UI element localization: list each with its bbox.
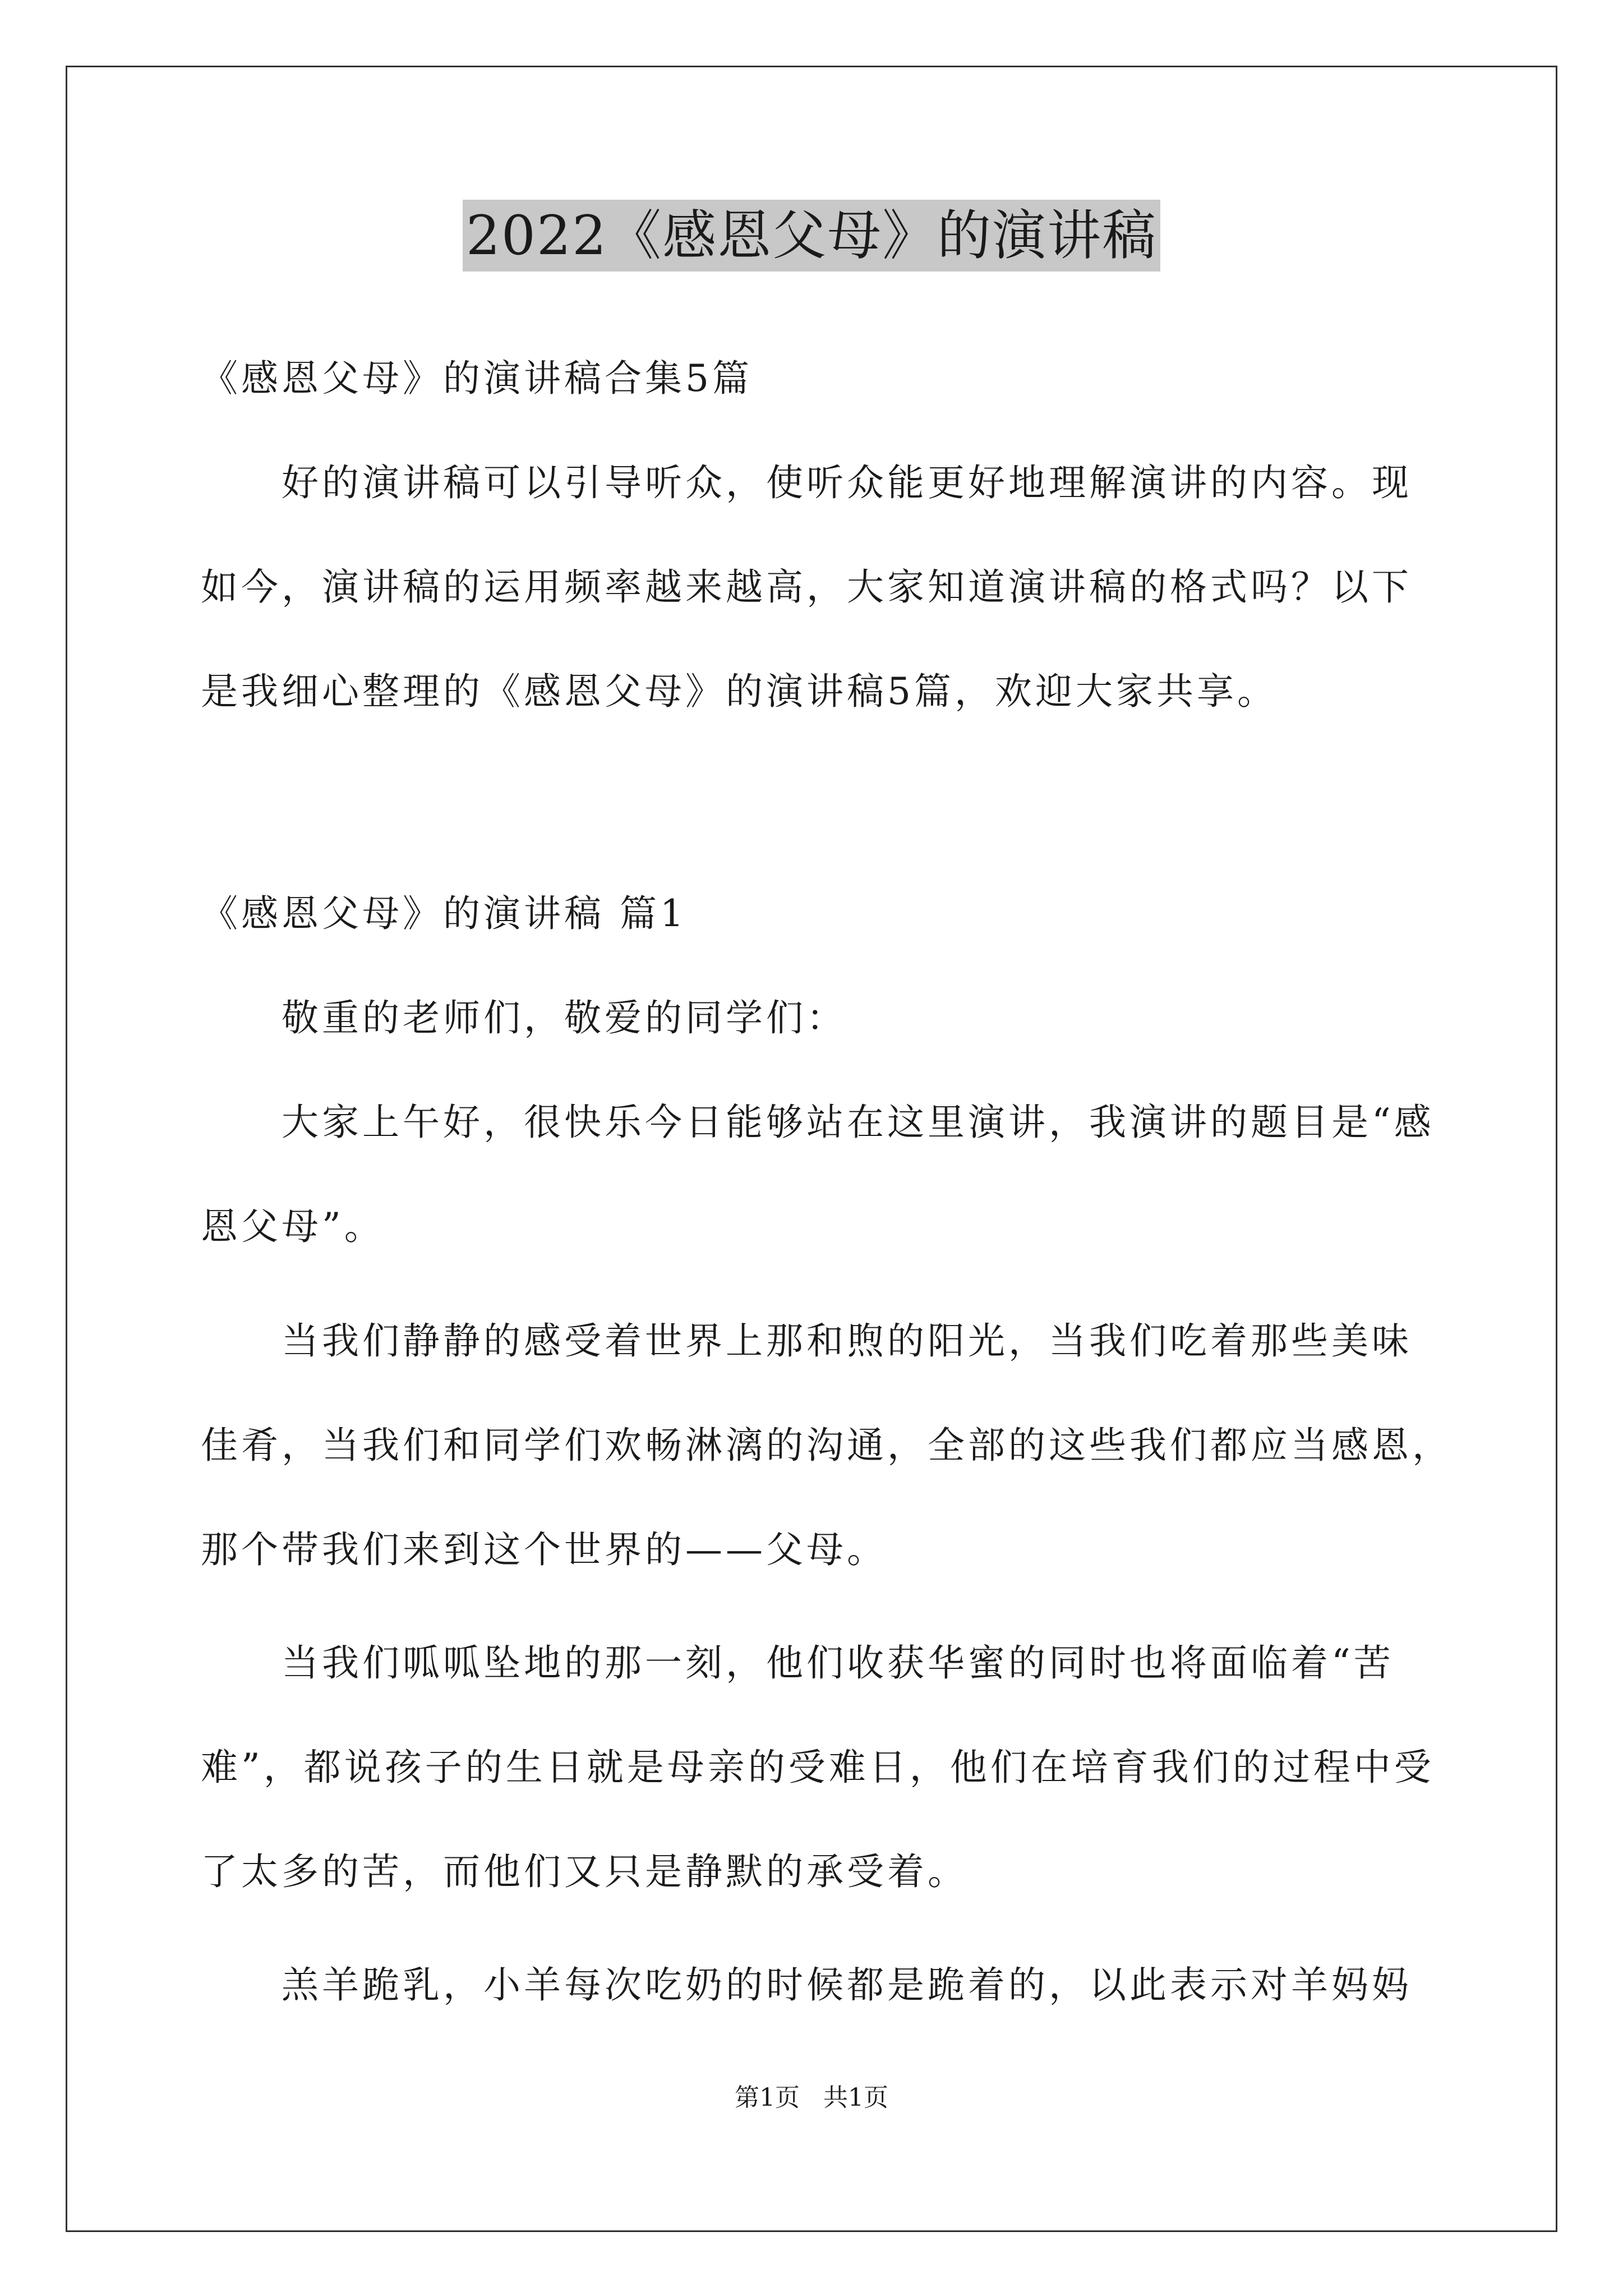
page-total: 共1页 — [823, 2083, 888, 2112]
document-title: 2022《感恩父母》的演讲稿 — [463, 200, 1160, 272]
paragraph1-line-1: 大家上午好，很快乐今日能够站在这里演讲，我演讲的题目是“感 — [282, 1101, 1435, 1144]
paragraph3-line-1: 当我们呱呱坠地的那一刻，他们收获华蜜的同时也将面临着“苦 — [282, 1641, 1394, 1685]
paragraph2-line-1: 当我们静静的感受着世界上那和煦的阳光，当我们吃着那些美味 — [282, 1319, 1412, 1363]
section-heading: 《感恩父母》的演讲稿 篇1 — [201, 892, 687, 935]
paragraph3-line-2: 难”，都说孩子的生日就是母亲的受难日，他们在培育我们的过程中受 — [201, 1746, 1435, 1789]
paragraph2-line-3: 那个带我们来到这个世界的——父母。 — [201, 1528, 887, 1571]
paragraph4-line-1: 羔羊跪乳，小羊每次吃奶的时候都是跪着的，以此表示对羊妈妈 — [282, 1963, 1412, 2007]
page-number: 第1页 — [735, 2083, 800, 2112]
intro-line-2: 如今，演讲稿的运用频率越来越高，大家知道演讲稿的格式吗？以下 — [201, 565, 1412, 609]
greeting: 敬重的老师们，敬爱的同学们： — [282, 996, 847, 1039]
title-container — [0, 200, 1623, 272]
page-footer — [0, 2081, 1623, 2115]
paragraph2-line-2: 佳肴，当我们和同学们欢畅淋漓的沟通，全部的这些我们都应当感恩， — [201, 1424, 1453, 1467]
paragraph3-line-3: 了太多的苦，而他们又只是静默的承受着。 — [201, 1850, 968, 1893]
intro-line-1: 好的演讲稿可以引导听众，使听众能更好地理解演讲的内容。现 — [282, 461, 1412, 504]
intro-line-3: 是我细心整理的《感恩父母》的演讲稿5篇，欢迎大家共享。 — [201, 670, 1278, 713]
document-subtitle: 《感恩父母》的演讲稿合集5篇 — [201, 357, 753, 400]
paragraph1-line-2: 恩父母”。 — [201, 1205, 385, 1248]
